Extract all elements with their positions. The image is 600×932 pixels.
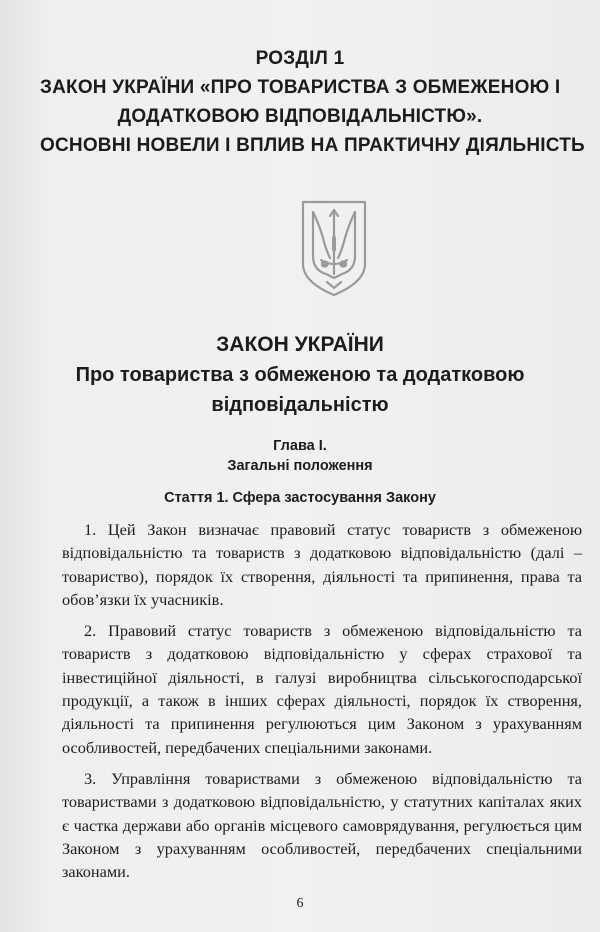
section-number: РОЗДІЛ 1: [255, 48, 345, 69]
law-subtitle-line-2: відповідальністю: [211, 394, 389, 416]
chapter-number: Глава І.: [273, 438, 327, 454]
law-heading: [40, 330, 560, 420]
page-number: 6: [296, 896, 304, 911]
section-title-line-2: ДОДАТКОВОЮ ВІДПОВІДАЛЬНІСТЮ».: [117, 106, 483, 127]
article-title: Стаття 1. Сфера застосування Закону: [164, 490, 436, 506]
section-heading: [40, 44, 585, 160]
paragraph-2: 2. Правовий статус товариств з обмеженою відповідальністю та товариств з додатковою відповідальністю у сферах страхової та інвестиційної діяльності, в галузі виробництва сільськогосподарської продукції, а також в інших сферах діяльності, порядок їх створення, діяльності та припинення регулюються цим Законом з урахуванням особливостей, передбачених спеціальними законами.: [62, 621, 582, 757]
trident-icon: [299, 198, 369, 298]
chapter-title: Загальні положення: [227, 458, 373, 474]
paragraph-1: 1. Цей Закон визначає правовий статус товариств з обмеженою відповідальністю та товариств з додатковою відповідальністю (далі – товариство), порядок їх створення, діяльності та припинення, права та обов’язки їх учасників.: [62, 520, 582, 609]
law-subtitle-line-1: Про товариства з обмеженою та додатковою: [75, 364, 525, 386]
chapter-heading: [40, 436, 560, 476]
section-title-line-3: ОСНОВНІ НОВЕЛИ І ВПЛИВ НА ПРАКТИЧНУ ДІЯЛЬНІСТЬ: [40, 135, 585, 156]
section-title-line-1: ЗАКОН УКРАЇНИ «ПРО ТОВАРИСТВА З ОБМЕЖЕНОЮ І: [40, 77, 561, 98]
article-body: [62, 518, 582, 891]
paragraph-3: 3. Управління товариствами з обмеженою відповідальністю та товариствами з додатковою відповідальністю, у статутних капіталах яких є частка держави або органів місцевого самоврядування, регулюється цим Законом з урахуванням особливостей, передбачених спеціальними законами.: [62, 768, 582, 882]
law-title: ЗАКОН УКРАЇНИ: [216, 333, 384, 356]
